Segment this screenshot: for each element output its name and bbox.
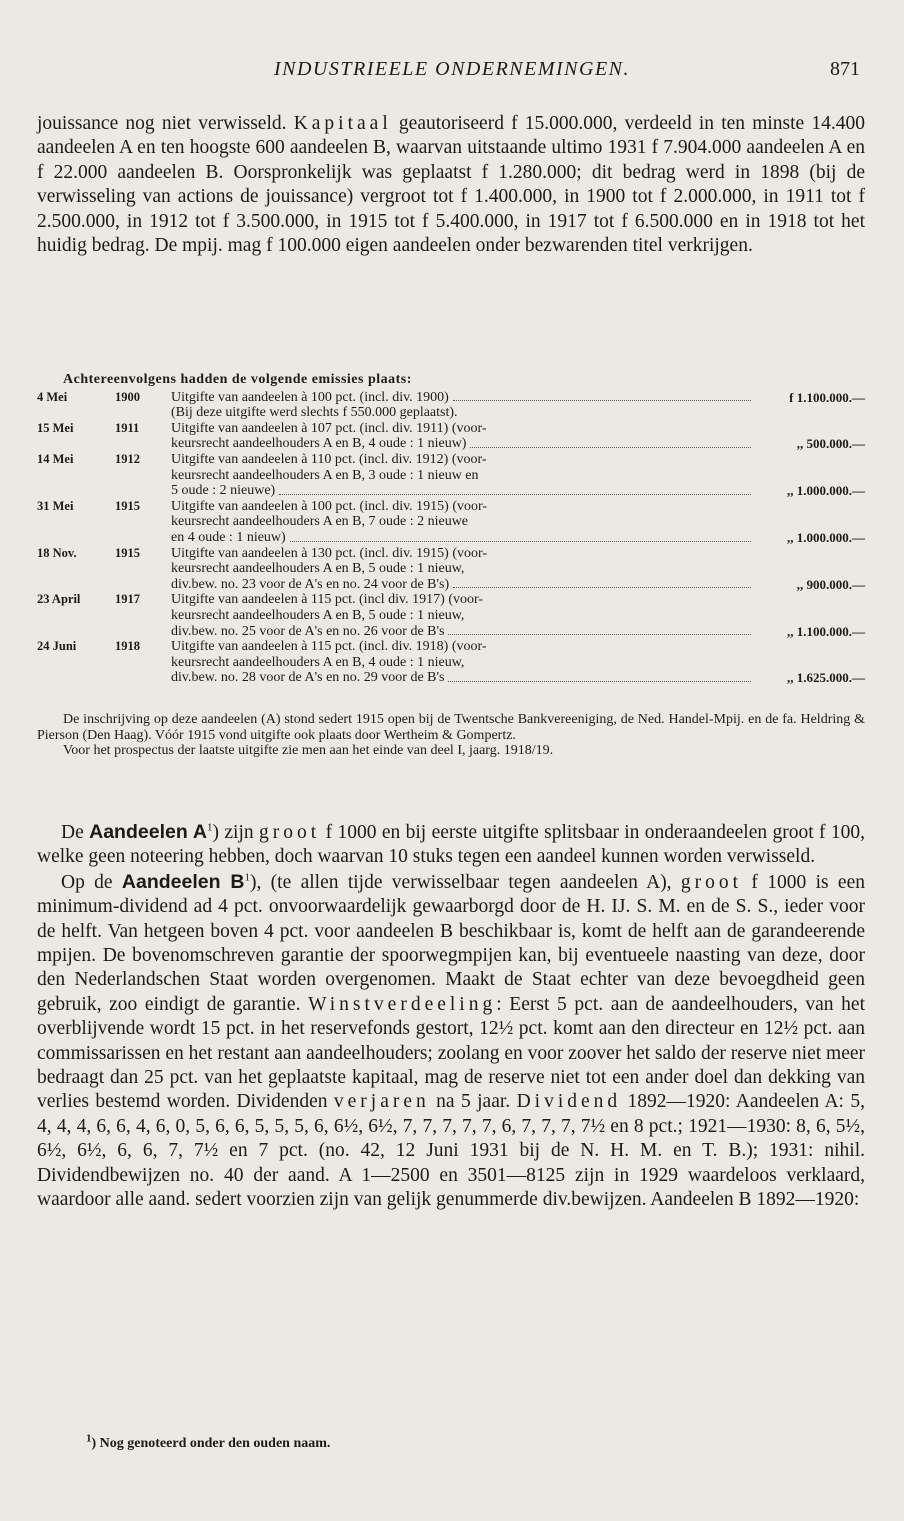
emission-line-text: Uitgifte van aandeelen à 107 pct. (incl. div. 1911) (voor- bbox=[171, 420, 487, 436]
emission-description bbox=[171, 639, 865, 686]
emission-date: 15 Mei bbox=[37, 420, 74, 435]
dividend-heading: Dividend bbox=[516, 1091, 622, 1113]
amount-spacer bbox=[755, 608, 865, 624]
amount-spacer bbox=[755, 592, 865, 608]
emission-row bbox=[37, 639, 865, 686]
emission-row bbox=[37, 390, 865, 421]
emission-line bbox=[171, 624, 865, 640]
groot-spaced: groot bbox=[259, 822, 321, 843]
emission-date: 4 Mei bbox=[37, 389, 68, 404]
footnote-ref: 1 bbox=[244, 871, 250, 884]
emission-date: 14 Mei bbox=[37, 451, 74, 466]
emission-amount: ,, 1.100.000.— bbox=[787, 623, 865, 639]
amount-spacer bbox=[755, 655, 865, 671]
intro-text-part1: jouissance nog niet verwisseld. bbox=[37, 113, 294, 134]
emission-line bbox=[171, 561, 865, 577]
emission-description bbox=[171, 390, 865, 421]
leader-dots bbox=[453, 577, 751, 589]
emission-line bbox=[171, 499, 865, 515]
text-fragment: 1892—1920: Aandeelen A: 5, 4, 4, 4, 6, 6, 4, 6, 0, 5, 6, 6, 5, 5, 5, 6, 6½, 6½, 7, 7, 7, 7, 7, 6, 7, 7, 7, 7½ en 8 pct.; 1921—1930: 8, 6, 5½, 6½, 6½, 6, 6, 7, 7½ en 7 pct. (no. 42, 12 Juni 1931 bij de N. H. M. en T. B.); 1931: nihil. Dividendbewijzen no. 40 der aand. A 1—2500 en 3501—8125 zijn in 1929 waardeloos verklaard, waardoor alle aand. sedert voorzien zijn van gelijk genummerde div.bewijzen. Aandeelen B 1892—1920: bbox=[37, 1091, 866, 1211]
emission-line bbox=[171, 468, 865, 484]
emission-line bbox=[171, 546, 865, 562]
aandeelen-b-heading: Aandeelen B bbox=[121, 870, 245, 893]
emission-line-text: div.bew. no. 23 voor de A's en no. 24 voor de B's) bbox=[171, 576, 450, 592]
groot-spaced: groot bbox=[680, 871, 743, 893]
emission-year: 1911 bbox=[115, 420, 140, 435]
emission-year: 1900 bbox=[115, 389, 140, 404]
leader-dots bbox=[448, 624, 751, 636]
emission-year: 1915 bbox=[115, 545, 140, 560]
footnote-ref: 1 bbox=[207, 821, 213, 834]
footnote bbox=[86, 1432, 331, 1452]
amount-spacer bbox=[755, 405, 865, 421]
emission-line-text: Uitgifte van aandeelen à 100 pct. (incl. div. 1915) (voor- bbox=[171, 498, 488, 514]
emission-line bbox=[171, 670, 865, 686]
leader-dots bbox=[453, 390, 751, 402]
emission-date: 31 Mei bbox=[37, 498, 74, 513]
emission-amount: ,, 1.625.000.— bbox=[787, 670, 865, 686]
leader-dots bbox=[279, 483, 751, 495]
emission-date: 24 Juni bbox=[37, 639, 77, 654]
emission-description bbox=[171, 421, 865, 452]
emission-line bbox=[171, 421, 865, 437]
leader-dots bbox=[448, 670, 751, 682]
text-fragment: ) zijn bbox=[212, 822, 260, 843]
emission-line-text: keursrecht aandeelhouders A en B, 5 oude : 1 nieuw, bbox=[171, 607, 465, 623]
amount-spacer bbox=[755, 452, 865, 468]
emission-line-text: en 4 oude : 1 nieuw) bbox=[171, 529, 286, 545]
emission-line-text: div.bew. no. 25 voor de A's en no. 26 voor de B's bbox=[171, 623, 445, 639]
verjaren-heading: verjaren bbox=[333, 1091, 430, 1113]
emission-line bbox=[171, 577, 865, 593]
emission-row bbox=[37, 499, 865, 546]
emission-line bbox=[171, 436, 865, 452]
kapitaal-heading: Kapitaal bbox=[293, 113, 392, 134]
text-fragment: : Eerst 5 pct. aan de aandeelhouders, van het overblijvende wordt 15 pct. in het reservefonds gestort, 12½ pct. komt aan den directeur en 12½ pct. aan commissarissen en het restant aan aandeelhouders; zoolang en voor zoover het saldo der reserve niet meer bedraagt dan 25 pct. van het geplaatste kapitaal, mag de reserve niet tot een ander doel dan dekking van verlies bestemd worden. Dividenden bbox=[37, 993, 865, 1113]
emission-amount: f 1.100.000.— bbox=[789, 389, 865, 405]
emission-date: 18 Nov. bbox=[37, 545, 77, 560]
emission-line bbox=[171, 639, 865, 655]
amount-spacer bbox=[755, 468, 865, 484]
leader-dots bbox=[290, 530, 751, 542]
emission-line-text: 5 oude : 2 nieuwe) bbox=[171, 483, 276, 499]
emission-line-text: Uitgifte van aandeelen à 115 pct. (incl. div. 1918) (voor- bbox=[171, 639, 487, 655]
emission-year: 1917 bbox=[115, 592, 140, 607]
emission-line-text: Uitgifte van aandeelen à 110 pct. (incl. div. 1912) (voor- bbox=[171, 451, 487, 467]
emission-row bbox=[37, 592, 865, 639]
notes-block bbox=[37, 712, 865, 759]
emissions-intro: Achtereenvolgens hadden de volgende emissies plaats: bbox=[63, 372, 412, 387]
emission-line bbox=[171, 608, 865, 624]
emission-line-text: Uitgifte van aandeelen à 100 pct. (incl. div. 1900) bbox=[171, 389, 449, 405]
emission-line bbox=[171, 530, 865, 546]
emission-year: 1912 bbox=[115, 451, 140, 466]
emission-amount: ,, 1.000.000.— bbox=[787, 483, 865, 499]
footnote-text: ) Nog genoteerd onder den ouden naam. bbox=[91, 1436, 331, 1451]
intro-text-part2: geautoriseerd f 15.000.000, verdeeld in ten minste 14.400 aandeelen A en ten hoogste 600 aandeelen B, waarvan uitstaande ultimo 1931 f 7.904.000 aandeelen A en f 22.000 aandeelen B. Oorspronkelijk was geplaatst f 1.280.000; dit bedrag werd in 1898 (bij de verwisseling van actions de jouissance) vergroot tot f 1.400.000, in 1900 tot f 2.000.000, in 1911 tot f 2.500.000, in 1912 tot f 3.500.000, in 1915 tot f 5.400.000, in 1917 tot f 6.500.000 en in 1918 tot het huidig bedrag. De mpij. mag f 100.000 eigen aandeelen onder bezwarenden titel verkrijgen. bbox=[37, 113, 866, 257]
emission-line bbox=[171, 655, 865, 671]
emission-date: 23 April bbox=[37, 592, 81, 607]
emission-description bbox=[171, 499, 865, 546]
emission-amount: ,, 900.000.— bbox=[796, 576, 865, 592]
emission-line-text: keursrecht aandeelhouders A en B, 4 oude : 1 nieuw) bbox=[171, 436, 467, 452]
text-fragment: f 1000 is een minimum-dividend ad 4 pct. onvoorwaardelijk gewaarborgd door de H. IJ. S. M. en de S. S., ieder voor de helft. Van hetgeen boven 4 pct. voor aandeelen B beschikbaar is, komt de helft aan de garandeerende mpijen. De bovenomschreven garantie der spoorwegmpijen kan, bij eventueele naasting van deze, door den Nederlandschen Staat worden overgenomen. Maakt de Staat echter van deze bevoegdheid geen gebruik, zoo eindigt de garantie. bbox=[37, 871, 865, 1015]
emission-year: 1918 bbox=[115, 639, 140, 654]
emission-amount: ,, 500.000.— bbox=[796, 436, 865, 452]
page-header bbox=[0, 58, 904, 88]
emission-line-text: keursrecht aandeelhouders A en B, 4 oude : 1 nieuw, bbox=[171, 654, 465, 670]
emission-row bbox=[37, 546, 865, 593]
emission-line-text: Uitgifte van aandeelen à 115 pct. (incl div. 1917) (voor- bbox=[171, 592, 484, 608]
emission-line-text: keursrecht aandeelhouders A en B, 7 oude : 2 nieuwe bbox=[171, 514, 469, 530]
amount-spacer bbox=[755, 639, 865, 655]
text-fragment: Op de bbox=[61, 871, 122, 893]
page-number: 871 bbox=[830, 58, 860, 80]
emission-line-text: keursrecht aandeelhouders A en B, 5 oude : 1 nieuw, bbox=[171, 561, 465, 577]
emissions-rows bbox=[37, 390, 865, 686]
emission-line-text: Uitgifte van aandeelen à 130 pct. (incl. div. 1915) (voor- bbox=[171, 545, 488, 561]
emission-line bbox=[171, 390, 865, 406]
emission-line-text: keursrecht aandeelhouders A en B, 3 oude : 1 nieuw en bbox=[171, 467, 479, 483]
amount-spacer bbox=[755, 546, 865, 562]
main-text bbox=[37, 820, 865, 1213]
emission-line bbox=[171, 514, 865, 530]
text-fragment: f 1000 en bij eerste uitgifte splitsbaar in onderaandeelen groot f 100, welke geen noteering hebben, doch waarvan 10 stuks tegen een aandeel kunnen worden verwisseld. bbox=[37, 822, 866, 868]
note-inschrijving: De inschrijving op deze aandeelen (A) stond sedert 1915 open bij de Twentsche Bankvereeniging, de Ned. Handel-Mpij. en de fa. Heldring & Pierson (Den Haag). Vóór 1915 vond uitgifte ook plaats door Wertheim & Gompertz. bbox=[37, 712, 865, 743]
amount-spacer bbox=[755, 421, 865, 437]
note-prospectus: Voor het prospectus der laatste uitgifte zie men aan het einde van deel I, jaarg. 1918/19. bbox=[63, 743, 554, 759]
emission-line bbox=[171, 452, 865, 468]
leader-dots bbox=[470, 436, 751, 448]
aandeelen-a-heading: Aandeelen A bbox=[89, 821, 208, 843]
amount-spacer bbox=[755, 514, 865, 530]
amount-spacer bbox=[755, 561, 865, 577]
emission-line bbox=[171, 405, 865, 421]
emission-amount: ,, 1.000.000.— bbox=[787, 529, 865, 545]
text-fragment: De bbox=[61, 822, 90, 843]
emission-description bbox=[171, 592, 865, 639]
emission-description bbox=[171, 546, 865, 593]
emission-line-text: div.bew. no. 28 voor de A's en no. 29 voor de B's bbox=[171, 670, 445, 686]
emission-year: 1915 bbox=[115, 498, 140, 513]
running-title: INDUSTRIEELE ONDERNEMINGEN. bbox=[273, 58, 631, 80]
emission-description bbox=[171, 452, 865, 499]
amount-spacer bbox=[755, 499, 865, 515]
winstverdeeling-heading: Winstverdeeling bbox=[308, 993, 497, 1015]
intro-paragraph bbox=[37, 112, 865, 258]
emission-row bbox=[37, 452, 865, 499]
text-fragment: ), (te allen tijde verwisselbaar tegen aandeelen A), bbox=[249, 871, 681, 893]
paragraph-aandeelen-a bbox=[37, 820, 865, 870]
emission-line bbox=[171, 483, 865, 499]
text-fragment: na 5 jaar. bbox=[429, 1091, 517, 1113]
emissions-table bbox=[37, 372, 865, 686]
paragraph-aandeelen-b bbox=[37, 870, 865, 1213]
emission-line-text: (Bij deze uitgifte werd slechts f 550.000 geplaatst). bbox=[171, 405, 458, 421]
emission-line bbox=[171, 592, 865, 608]
emission-row bbox=[37, 421, 865, 452]
footnote-mark: 1 bbox=[86, 1432, 92, 1445]
